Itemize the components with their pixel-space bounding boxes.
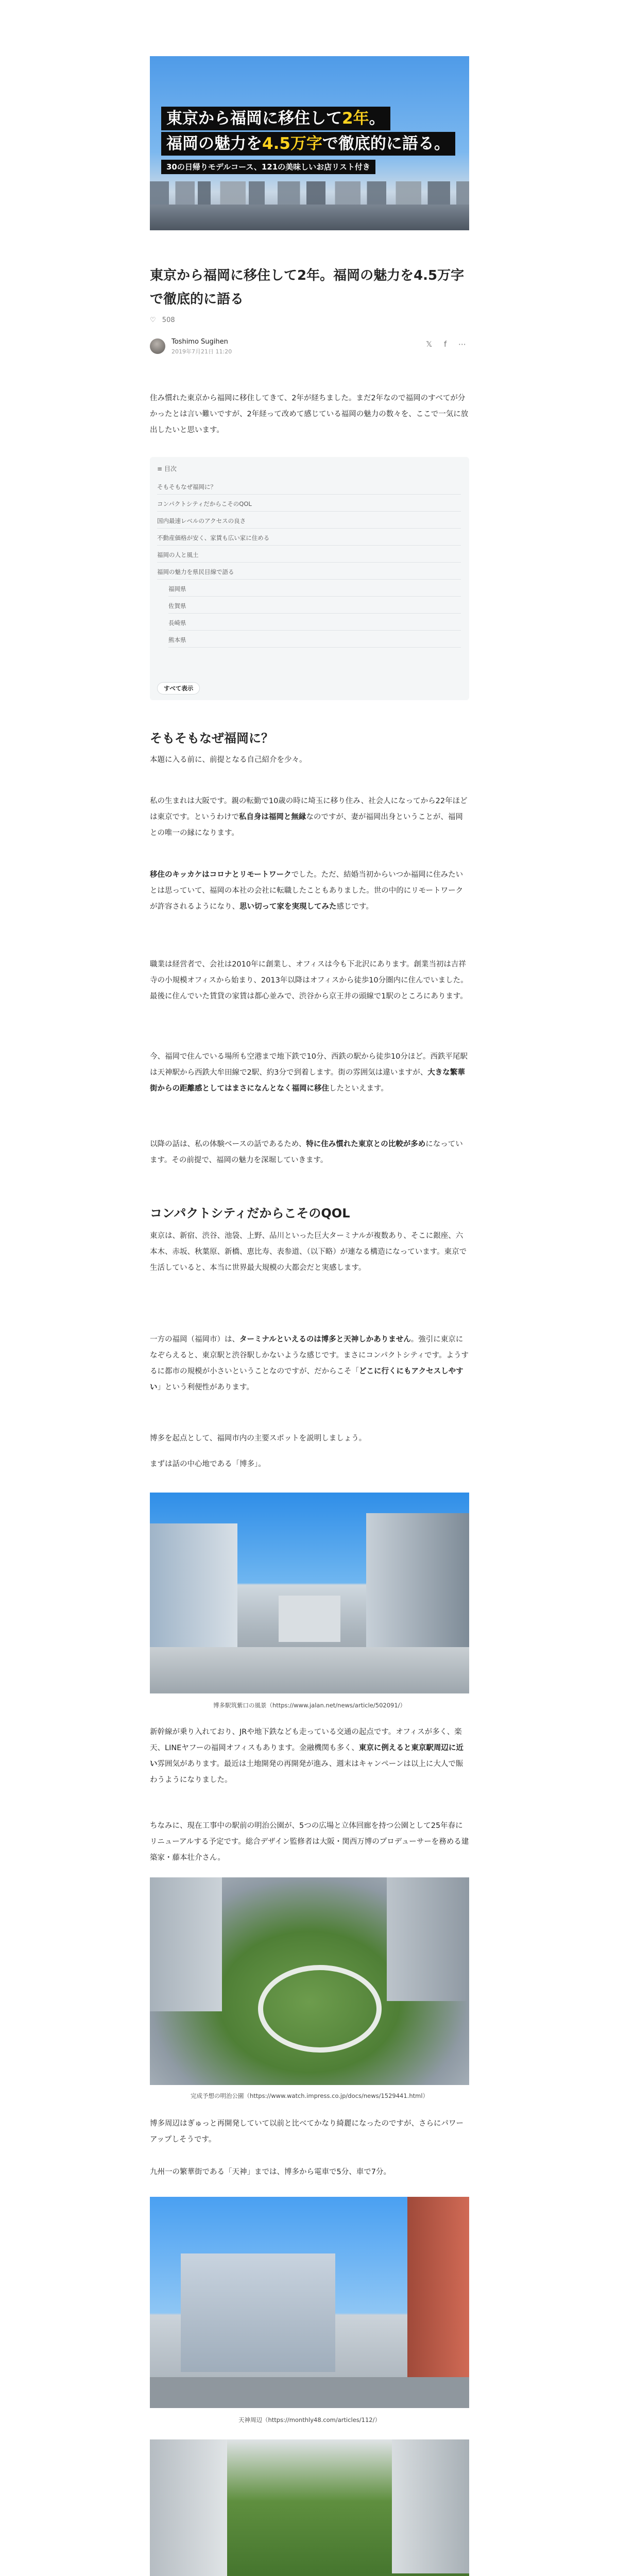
hakata-station-photo <box>150 1493 469 1693</box>
section-heading: そもそもなぜ福岡に？ <box>150 731 273 745</box>
intro-text: 住み慣れた東京から福岡に移住してきて、2年が経ちました。まだ2年なので福岡のすべてが分かったとは言い難いですが、2年経って改めて感じている福岡の魅力の数々を、ここで一気に放出したいと思います。 <box>150 394 469 434</box>
tenjin-street-photo <box>150 2197 469 2408</box>
toc-item[interactable]: 不動産価格が安く、家賃も広い家に住める <box>157 534 461 546</box>
toc-subitem[interactable]: 佐賀県 <box>168 602 461 614</box>
paragraph: 博多周辺はぎゅっと再開発していて以前と比べてかなり綺麗になったのですが、さらにパワーアップしそうです。 <box>150 2120 464 2144</box>
share-buttons <box>417 340 466 349</box>
publish-date: 2019年7月21日 11:20 <box>171 348 232 355</box>
heart-icon[interactable]: ♡ <box>150 316 156 324</box>
paragraph: 一方の福岡（福岡市）は、ターミナルといえるのは博多と天神しかありません。強引に東京になぞらえると、東京駅と渋谷駅しかないような感じです。まさにコンパクトシティです。ようするに都市の規模が小さいということなのですが、だからこそ「どこに行くにもアクセスしやすい」という利便性があります。 <box>150 1335 469 1392</box>
hero-image <box>150 56 469 230</box>
more-options-icon[interactable]: ⋯ <box>458 340 466 349</box>
hero-headline-line1: 東京から福岡に移住して2年。 <box>161 107 390 130</box>
toc-subitem[interactable]: 福岡県 <box>168 585 461 597</box>
hero-subtitle: 30の日帰りモデルコース、121の美味しいお店リスト付き <box>161 160 375 174</box>
toc-heading[interactable]: ≡ 目次 <box>157 465 177 472</box>
acros-fukuoka-photo <box>150 2439 469 2576</box>
paragraph: 私の生まれは大阪です。親の転勤で10歳の時に埼玉に移り住み、社会人になってから22年ほどは東京です。というわけで私自身は福岡と無縁なのですが、妻が福岡出身ということが、福岡との唯一の縁になります。 <box>150 797 468 837</box>
paragraph: 職業は経営者で、会社は2010年に創業し、オフィスは今も下北沢にあります。創業当初は吉祥寺の小規模オフィスから始まり、2013年以降はオフィスから徒歩10分圏内に住んでいました。最後に住んでいた賃貸の家賃は都心並みで、渋谷から京王井の頭線で1駅のところにあります。 <box>150 960 468 1001</box>
paragraph: 新幹線が乗り入れており、JRや地下鉄なども走っている交通の起点です。オフィスが多く、楽天、LINEヤフーの福岡オフィスもあります。金融機関も多く、東京に例えると東京駅周辺に近い雰囲気があります。最近は土地開発の再開発が進み、週末はキャンペーンは以上に大人で賑わうようになりました。 <box>150 1728 464 1784</box>
paragraph: 移住のキッカケはコロナとリモートワークでした。ただ、結婚当初からいつか福岡に住みたいとは思っていて、福岡の本社の会社に転職したこともありました。世の中的にリモートワークが許容されるようになり、思い切って家を実現してみた感じです。 <box>150 871 464 911</box>
section-heading: コンパクトシティだからこそのQOL <box>150 1206 350 1221</box>
toc-subitem[interactable]: 長崎県 <box>168 619 461 631</box>
facebook-share-icon[interactable]: f <box>443 340 447 349</box>
paragraph: 九州一の繁華街である「天神」までは、博多から電車で5分、車で7分。 <box>150 2168 391 2176</box>
paragraph: 博多を起点として、福岡市内の主要スポットを説明しましょう。 <box>150 1434 367 1443</box>
x-share-icon[interactable]: 𝕏 <box>426 340 433 349</box>
list-icon: ≡ <box>157 465 163 472</box>
avatar[interactable] <box>150 338 165 354</box>
toc-item[interactable]: 福岡の魅力を県民目線で語る <box>157 568 461 580</box>
paragraph: 今、福岡で住んでいる場所も空港まで地下鉄で10分、西鉄の駅から徒歩10分ほど。西鉄平尾駅は天神駅から西鉄大牟田線で2駅、約3分で到着します。街の雰囲気は違いますが、大きな繁華街からの距離感としてはまさになんとなく福岡に移住したといえます。 <box>150 1053 468 1093</box>
meiji-park-rendering <box>150 1877 469 2085</box>
paragraph: ちなみに、現在工事中の駅前の明治公園が、5つの広場と立体回廊を持つ公園として25年春にリニューアルする予定です。総合デザイン監修者は大阪・関西万博のプロデューサーを務める建築家・藤本壮介さん。 <box>150 1822 469 1862</box>
toc-item[interactable]: 福岡の人と風土 <box>157 551 461 563</box>
toc-subitem[interactable]: 熊本県 <box>168 636 461 648</box>
paragraph: まずは話の中心地である「博多」。 <box>150 1460 266 1468</box>
paragraph: 以降の話は、私の体験ベースの話であるため、特に住み慣れた東京との比較が多めになっています。その前提で、福岡の魅力を深堀していきます。 <box>150 1140 463 1164</box>
image-caption: 完成予想の明治公園（https://www.watch.impress.co.jp/docs/news/1529441.html） <box>190 2092 429 2099</box>
like-count[interactable]: ♡ 508 <box>150 316 175 324</box>
hero-headline-line2: 福岡の魅力を4.5万字で徹底的に語る。 <box>161 132 455 156</box>
toc-item[interactable]: コンパクトシティだからこそのQOL <box>157 500 461 512</box>
show-all-button[interactable]: すべて表示 <box>157 682 200 694</box>
image-caption: 天神周辺（https://monthly48.com/articles/112/） <box>238 2416 381 2424</box>
hero-skyline-shadow <box>150 205 469 230</box>
author-bar <box>150 336 469 357</box>
paragraph: 東京は、新宿、渋谷、池袋、上野、品川といった巨大ターミナルが複数あり、そこに銀座、六本木、赤坂、秋葉原、新橋、恵比寿、表参道、（以下略）が連なる構造になっています。東京で生活していると、本当に世界最大規模の大都会だと実感します。 <box>150 1232 467 1272</box>
toc-item[interactable]: そもそもなぜ福岡に？ <box>157 483 461 495</box>
section-body: 本題に入る前に、前提となる自己紹介を少々。 <box>150 756 307 764</box>
image-caption: 博多駅筑紫口の風景（https://www.jalan.net/news/article/502091/） <box>213 1702 406 1709</box>
article-title: 東京から福岡に移住して2年。福岡の魅力を4.5万字で徹底的に語る <box>150 268 465 307</box>
toc-item[interactable]: 国内最速レベルのアクセスの良さ <box>157 517 461 529</box>
table-of-contents <box>150 457 469 700</box>
author-name[interactable]: Toshimo Sugihen <box>171 338 228 346</box>
